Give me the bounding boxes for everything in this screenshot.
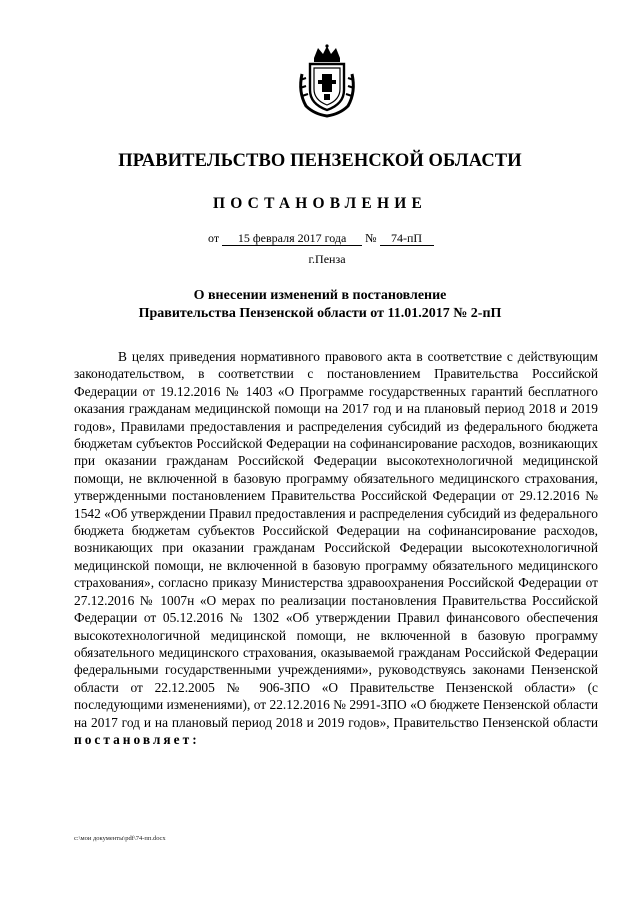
document-subject <box>0 287 640 323</box>
document-date: 15 февраля 2017 года <box>222 232 362 246</box>
body-text: В целях приведения нормативного правового акта в соответствие с действующим законодательством, в соответствии с постановлением Правительства Российской Федерации от 19.12.2016 № 1403 «О Программе государственных гарантий бесплатного оказания гражданам медицинской помощи на 2017 год и на плановый период 2018 и 2019 годов», Правилами предоставления и распределения субсидий из федерального бюджета бюджетам субъектов Российской Федерации на софинансирование расходов, возникающих при оказании гражданам Российской Федерации высокотехнологичной медицинской помощи, не включенной в базовую программу обязательного медицинского страхования, утвержденными постановлением Правительства Российской Федерации от 29.12.2016 № 1542 «Об утверждении Правил предоставления и распределения субсидий из федерального бюджета бюджетам субъектов Российской Федерации на софинансирование расходов, возникающих при оказании гражданам Российской Федерации высокотехнологичной медицинской помощи, не включенной в базовую программу обязательного медицинского страхования», согласно приказу Министерства здравоохранения Российской Федерации от 27.12.2016 № 1007н «О мерах по реализации постановления Правительства Российской Федерации от 05.12.2016 № 1302 «Об утверждении Правил финансового обеспечения высокотехнологичной медицинской помощи, не включенной в базовую программу обязательного медицинского страхования, оказываемой гражданам Российской Федерации федеральными государственными учреждениями», руководствуясь законами Пензенской области от 22.12.2005 № 906-ЗПО «О Правительстве Пензенской области» (с последующими изменениями), от 22.12.2016 № 2991-ЗПО «О бюджете Пензенской области на 2017 год и на плановый период 2018 и 2019 годов», Правительство Пензенской области <box>74 349 598 730</box>
subject-line-2: Правительства Пензенской области от 11.01.2017 № 2-пП <box>138 306 502 321</box>
number-sign: № <box>365 231 377 245</box>
date-prefix: от <box>208 231 220 245</box>
coat-of-arms-icon <box>296 44 358 118</box>
file-path-footer: c:\мои документы\pdf\74-пп.docx <box>74 835 166 842</box>
document-type: ПОСТАНОВЛЕНИЕ <box>212 195 428 212</box>
city: г.Пенза <box>308 252 346 266</box>
decree-word: постановляет: <box>74 731 200 747</box>
document-number: 74-пП <box>380 232 434 246</box>
date-number-line <box>208 231 468 246</box>
subject-line-1: О внесении изменений в постановление <box>193 288 447 303</box>
government-title: ПРАВИТЕЛЬСТВО ПЕНЗЕНСКОЙ ОБЛАСТИ <box>118 151 522 171</box>
body-paragraph <box>74 348 598 748</box>
